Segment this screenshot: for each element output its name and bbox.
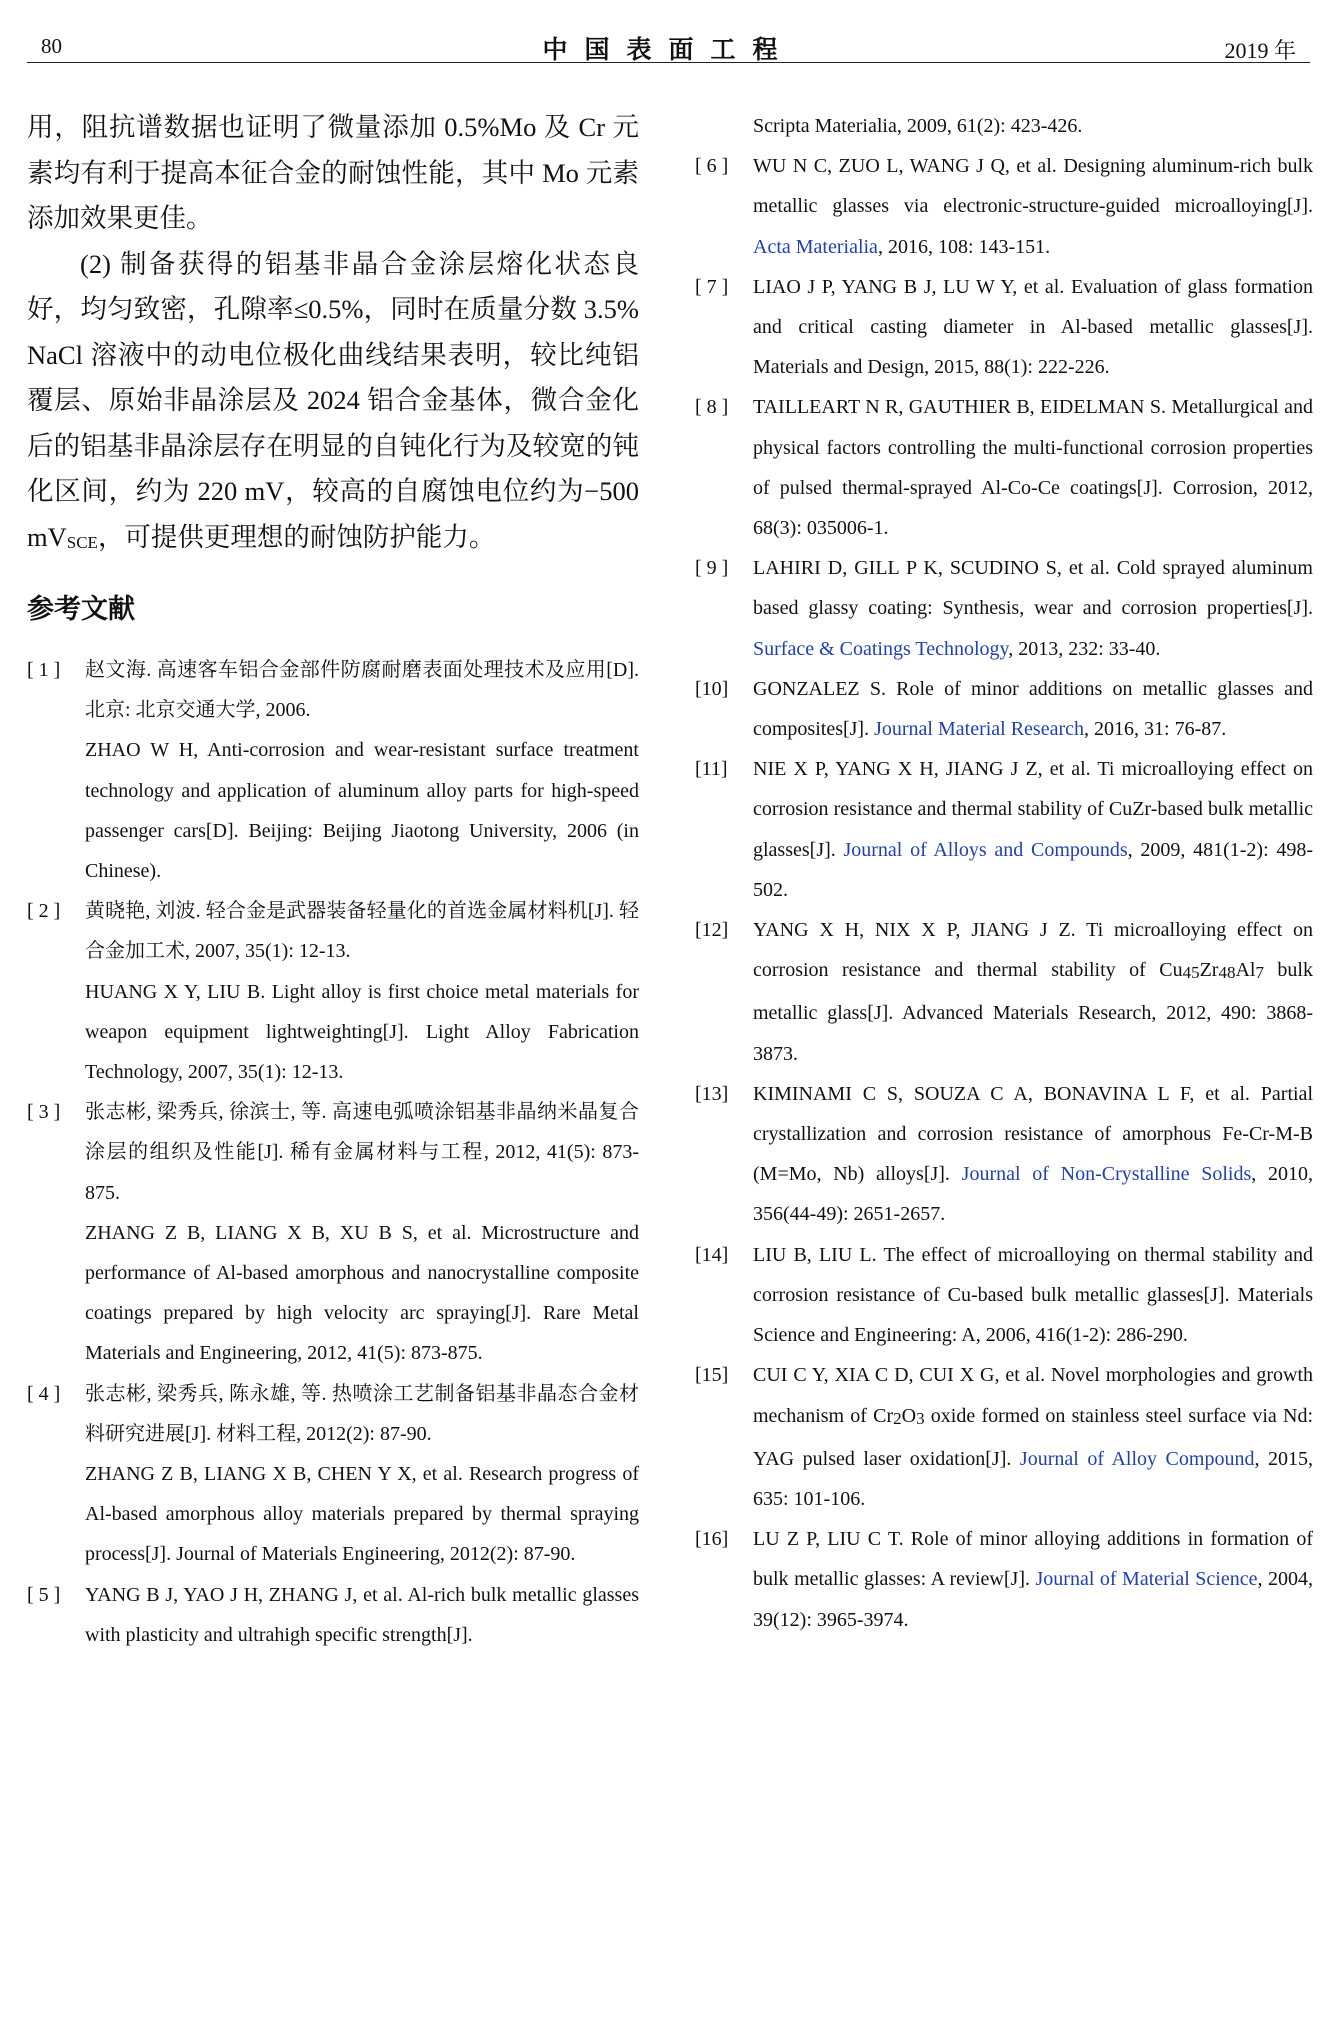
reference-number: [ 1 ]	[27, 659, 61, 681]
reference-number: [ 7 ]	[695, 275, 729, 298]
reference-number: [16]	[695, 1528, 729, 1551]
journal-title: 中国表面工程	[542, 37, 795, 64]
reference-text-en: HUANG X Y, LIU B. Light alloy is first choice metal materials for weapon equipment lightweighting[J]. Light Alloy Fabrication Technology, 2007, 35(1): 12-13.	[85, 980, 639, 1084]
reference-number: [12]	[695, 919, 729, 942]
reference-item	[27, 1374, 639, 1575]
reference-text-end: , 2010, 356(44-49): 2651-2657.	[753, 1163, 1313, 1226]
reference-item	[695, 146, 1313, 267]
reference-text-end: , 2004, 39(12): 3965-3974.	[753, 1568, 1314, 1631]
journal-link[interactable]: Journal of Alloy Compound	[1019, 1447, 1255, 1470]
reference-text-en: ZHANG Z B, LIANG X B, CHEN Y X, et al. Research progress of Al-based amorphous alloy materials prepared by thermal spraying process[J]. Journal of Materials Engineering, 2012(2): 87-90.	[85, 1463, 639, 1566]
reference-text: LU Z P, LIU C T. Role of minor alloying additions in formation of bulk metallic glasses: A review[J].	[753, 1528, 1313, 1591]
reference-item	[695, 1519, 1313, 1640]
reference-number: [13]	[695, 1082, 729, 1105]
page-header	[27, 30, 1310, 62]
reference-text: CUI C Y, XIA C D, CUI X G, et al. Novel morphologies and growth mechanism of Cr	[753, 1364, 1313, 1427]
reference-number: [ 9 ]	[695, 557, 729, 580]
reference-item	[695, 267, 1313, 388]
reference-text: YANG X H, NIX X P, JIANG J Z. Ti microalloying effect on corrosion resistance and thermal stability of Cu	[753, 919, 1313, 982]
journal-link[interactable]: Acta Materialia	[753, 235, 878, 258]
subscript: 2	[893, 1408, 902, 1428]
journal-link[interactable]: Journal Material Research	[874, 718, 1085, 741]
subscript: 3	[916, 1408, 925, 1428]
formula-part: Zr	[1199, 959, 1219, 982]
paragraph-text: (2) 制备获得的铝基非晶合金涂层熔化状态良好，均匀致密，孔隙率≤0.5%，同时在质量分数 3.5% NaCl 溶液中的动电位极化曲线结果表明，较比纯铝覆层、原始非晶涂层及 2024 铝合金基体，微合金化后的铝基非晶涂层存在明显的自钝化行为及较宽的钝化区间，约为 220 mV，较高的自腐蚀电位约为−500 mV	[27, 248, 639, 552]
reference-item	[695, 1355, 1313, 1519]
page-number: 80	[41, 34, 62, 58]
reference-number: [14]	[695, 1243, 729, 1266]
reference-item	[27, 1092, 639, 1373]
reference-text: WU N C, ZUO L, WANG J Q, et al. Designing aluminum-rich bulk metallic glasses via electronic-structure-guided microalloying[J].	[753, 155, 1313, 218]
reference-number: [ 4 ]	[27, 1382, 61, 1405]
journal-link[interactable]: Journal of Non-Crystalline Solids	[961, 1163, 1252, 1186]
reference-text-end: , 2013, 232: 33-40.	[1008, 637, 1161, 660]
reference-number: [10]	[695, 677, 729, 700]
reference-item	[695, 1235, 1313, 1356]
reference-text: LIAO J P, YANG B J, LU W Y, et al. Evaluation of glass formation and critical casting diameter in Al-based metallic glasses[J]. Materials and Design, 2015, 88(1): 222-226.	[753, 275, 1313, 379]
reference-number: [ 6 ]	[695, 155, 729, 178]
references-heading: 参考文献	[27, 594, 135, 625]
reference-text-end: , 2016, 108: 143-151.	[877, 235, 1051, 258]
reference-text: LAHIRI D, GILL P K, SCUDINO S, et al. Cold sprayed aluminum based glassy coating: Synthesis, wear and corrosion properties[J].	[753, 557, 1313, 620]
reference-number: [11]	[695, 758, 728, 781]
reference-text: TAILLEART N R, GAUTHIER B, EIDELMAN S. Metallurgical and physical factors controlling the multi-functional corrosion properties of pulsed thermal-sprayed Al-Co-Ce coatings[J]. Corrosion, 2012, 68(3): 035006-1.	[753, 396, 1313, 540]
subscript-sce: SCE	[66, 532, 98, 552]
reference-number: [ 5 ]	[27, 1583, 61, 1606]
reference-item	[27, 650, 639, 891]
reference-text-end: , 2009, 481(1-2): 498-502.	[753, 838, 1314, 901]
reference-text-en: ZHAO W H, Anti-corrosion and wear-resistant surface treatment technology and application of aluminum alloy parts for high-speed passenger cars[D]. Beijing: Beijing Jiaotong University, 2006 (in Chinese).	[85, 739, 639, 883]
paragraph-text-end: ，可提供更理想的耐蚀防护能力。	[97, 521, 496, 552]
reference-number: [ 3 ]	[27, 1101, 61, 1124]
reference-item	[27, 1575, 639, 1655]
reference-item	[695, 669, 1313, 749]
reference-text-end: , 2015, 635: 101-106.	[753, 1447, 1313, 1510]
reference-text-continued: Scripta Materialia, 2009, 61(2): 423-426.	[753, 115, 1083, 137]
header-divider	[27, 62, 1310, 63]
reference-text-mid: oxide formed on stainless steel surface via Nd: YAG pulsed laser oxidation[J].	[753, 1404, 1314, 1470]
reference-item	[695, 1074, 1313, 1235]
journal-link[interactable]: Surface & Coatings Technology	[753, 637, 1009, 660]
subscript: 7	[1255, 963, 1264, 983]
reference-item	[695, 548, 1313, 669]
reference-text-cn: 张志彬, 梁秀兵, 徐滨士, 等. 高速电弧喷涂铝基非晶纳米晶复合涂层的组织及性能[J]. 稀有金属材料与工程, 2012, 41(5): 873-875.	[85, 1101, 639, 1204]
conclusion-paragraph-1: 用，阻抗谱数据也证明了微量添加 0.5%Mo 及 Cr 元素均有利于提高本征合金的耐蚀性能，其中 Mo 元素添加效果更佳。	[27, 112, 639, 233]
formula-part: Al	[1235, 959, 1256, 982]
reference-item	[695, 910, 1313, 1074]
reference-text-en: ZHANG Z B, LIANG X B, XU B S, et al. Microstructure and performance of Al-based amorphous and nanocrystalline composite coatings prepared by high velocity arc spraying[J]. Rare Metal Materials and Engineering, 2012, 41(5): 873-875.	[85, 1221, 639, 1365]
reference-text: GONZALEZ S. Role of minor additions on metallic glasses and composites[J].	[753, 677, 1313, 741]
reference-number: [ 8 ]	[695, 396, 729, 419]
reference-item	[27, 891, 639, 1092]
reference-continuation	[695, 106, 1313, 146]
right-column	[695, 106, 1313, 1640]
issue-year: 2019 年	[1224, 38, 1296, 63]
reference-item	[695, 387, 1313, 548]
subscript: 45	[1182, 963, 1200, 983]
reference-number: [ 2 ]	[27, 900, 61, 923]
reference-text: NIE X P, YANG X H, JIANG J Z, et al. Ti microalloying effect on corrosion resistance and thermal stability of CuZr-based bulk metallic glasses[J].	[753, 758, 1313, 861]
reference-text-cn: 张志彬, 梁秀兵, 陈永雄, 等. 热喷涂工艺制备铝基非晶态合金材料研究进展[J]. 材料工程, 2012(2): 87-90.	[85, 1382, 639, 1445]
formula-part: O	[901, 1404, 917, 1427]
reference-text-end: bulk metallic glass[J]. Advanced Materials Research, 2012, 490: 3868-3873.	[753, 959, 1313, 1065]
subscript: 48	[1218, 963, 1236, 983]
journal-link[interactable]: Journal of Alloys and Compounds	[843, 838, 1128, 861]
reference-text: LIU B, LIU L. The effect of microalloying on thermal stability and corrosion resistance of Cu-based bulk metallic glasses[J]. Materials Science and Engineering: A, 2006, 416(1-2): 286-290.	[753, 1243, 1313, 1347]
reference-text-cn: 赵文海. 高速客车铝合金部件防腐耐磨表面处理技术及应用[D]. 北京: 北京交通大学, 2006.	[85, 659, 639, 722]
conclusion-paragraph-2	[27, 242, 639, 566]
reference-text-en: YANG B J, YAO J H, ZHANG J, et al. Al-rich bulk metallic glasses with plasticity and ultrahigh specific strength[J].	[85, 1583, 639, 1646]
reference-number: [15]	[695, 1364, 729, 1387]
reference-text: KIMINAMI C S, SOUZA C A, BONAVINA L F, et al. Partial crystallization and corrosion resistance of amorphous Fe-Cr-M-B (M=Mo, Nb) alloys[J].	[753, 1082, 1313, 1186]
journal-link[interactable]: Journal of Material Science	[1035, 1568, 1258, 1591]
reference-text-cn: 黄晓艳, 刘波. 轻合金是武器装备轻量化的首选金属材料机[J]. 轻合金加工术, 2007, 35(1): 12-13.	[85, 900, 639, 963]
left-column	[27, 105, 639, 1655]
reference-item	[695, 749, 1313, 910]
reference-text-end: , 2016, 31: 76-87.	[1084, 718, 1227, 741]
